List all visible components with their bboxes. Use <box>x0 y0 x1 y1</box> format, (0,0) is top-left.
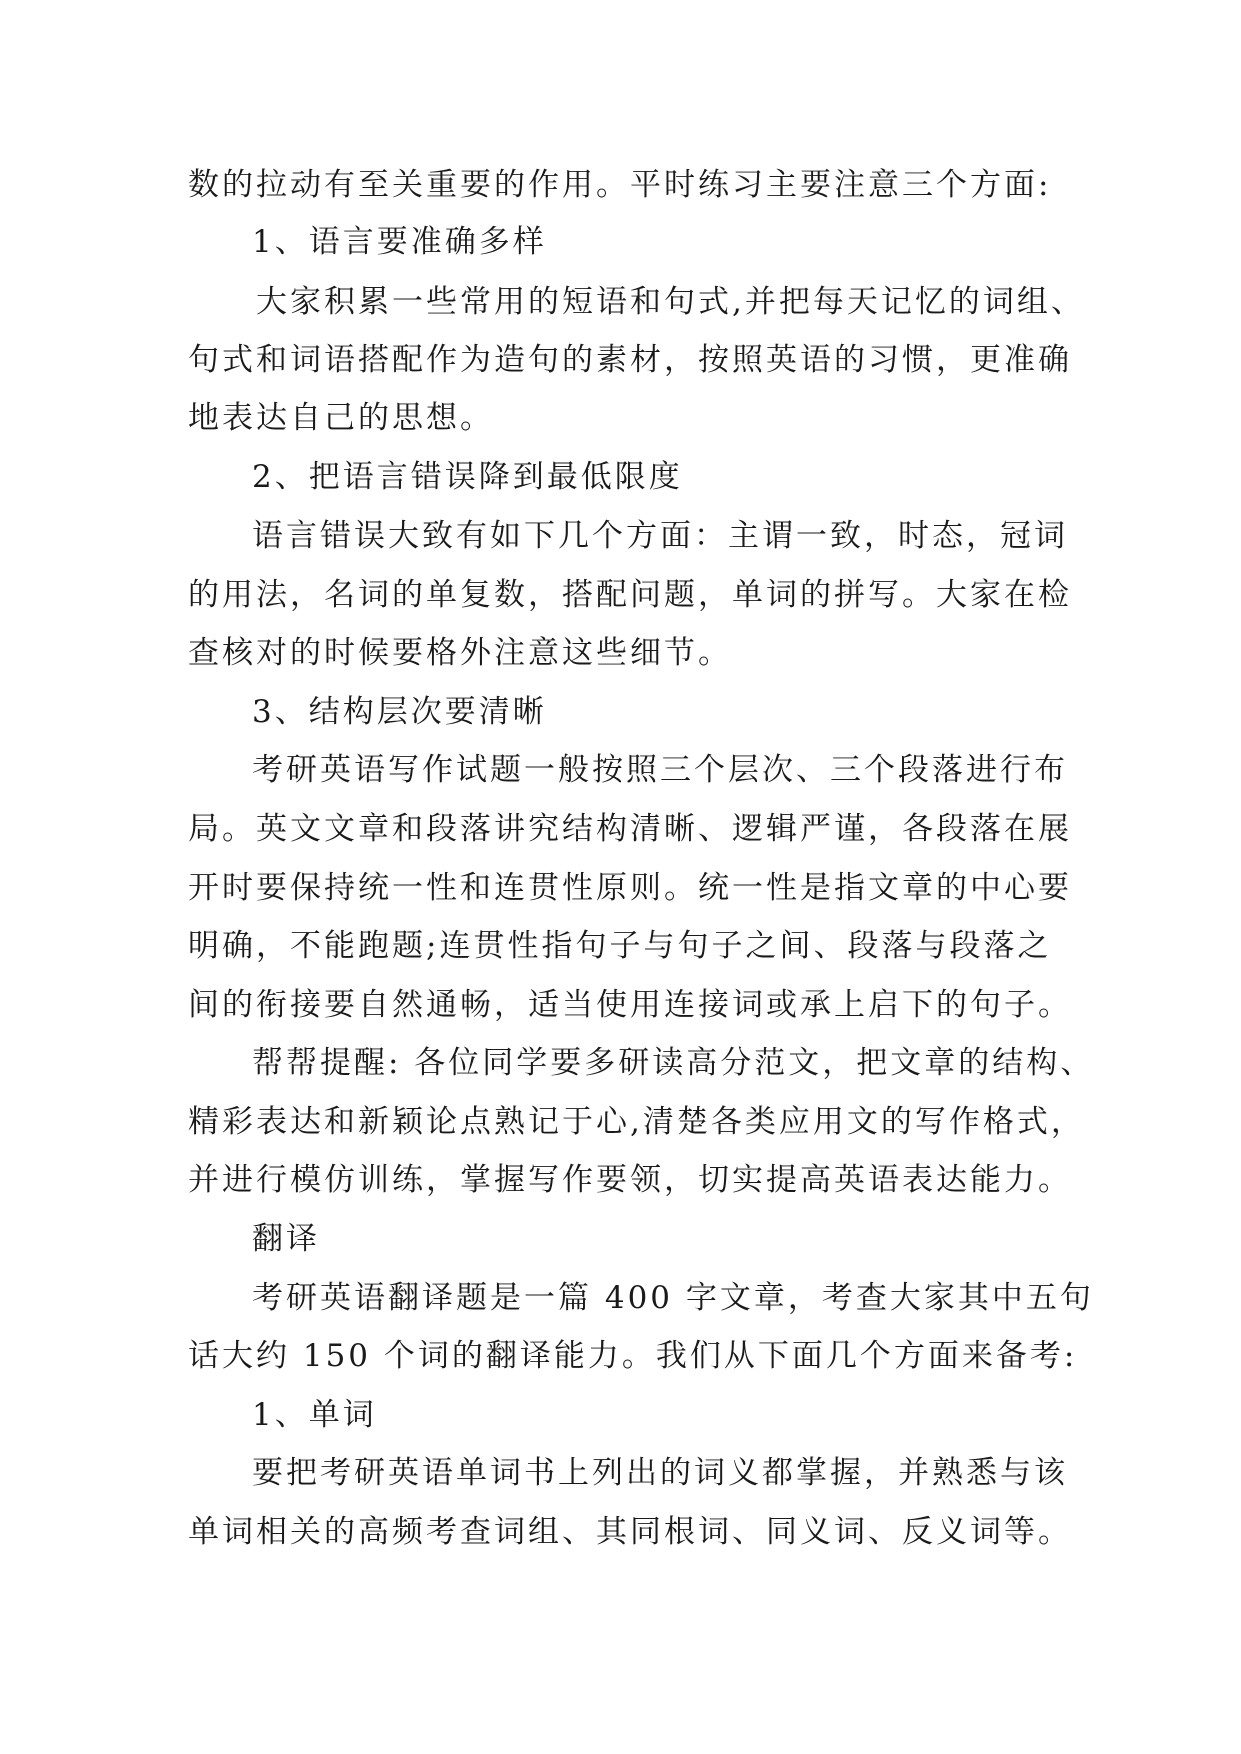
text-line: 翻译 <box>252 1221 320 1257</box>
text-line: 1、语言要准确多样 <box>252 224 547 260</box>
text-line: 的用法，名词的单复数，搭配问题，单词的拼写。大家在检 <box>188 577 1072 613</box>
text-line: 明确，不能跑题;连贯性指句子与句子之间、段落与段落之 <box>188 928 1052 964</box>
text-line: 话大约 150 个词的翻译能力。我们从下面几个方面来备考: <box>188 1338 1078 1374</box>
text-line: 要把考研英语单词书上列出的词义都掌握，并熟悉与该 <box>252 1455 1068 1491</box>
text-line: 大家积累一些常用的短语和句式,并把每天记忆的词组、 <box>256 284 1085 320</box>
text-line: 帮帮提醒: 各位同学要多研读高分范文，把文章的结构、 <box>252 1045 1095 1081</box>
text-line: 地表达自己的思想。 <box>188 400 494 436</box>
text-line: 考研英语翻译题是一篇 400 字文章，考查大家其中五句 <box>252 1280 1094 1316</box>
text-line: 开时要保持统一性和连贯性原则。统一性是指文章的中心要 <box>188 870 1072 906</box>
text-line: 句式和词语搭配作为造句的素材，按照英语的习惯，更准确 <box>188 342 1072 378</box>
text-line: 数的拉动有至关重要的作用。平时练习主要注意三个方面: <box>188 167 1052 203</box>
text-line: 考研英语写作试题一般按照三个层次、三个段落进行布 <box>252 752 1068 788</box>
text-line: 并进行模仿训练，掌握写作要领，切实提高英语表达能力。 <box>188 1162 1072 1198</box>
text-line: 间的衔接要自然通畅，适当使用连接词或承上启下的句子。 <box>188 987 1072 1023</box>
text-line: 精彩表达和新颖论点熟记于心,清楚各类应用文的写作格式， <box>188 1104 1085 1140</box>
text-line: 1、单词 <box>252 1397 377 1433</box>
text-line: 语言错误大致有如下几个方面：主谓一致，时态，冠词 <box>252 518 1068 554</box>
text-line: 查核对的时候要格外注意这些细节。 <box>188 635 732 671</box>
text-line: 单词相关的高频考查词组、其同根词、同义词、反义词等。 <box>188 1514 1072 1550</box>
text-line: 局。英文文章和段落讲究结构清晰、逻辑严谨，各段落在展 <box>188 811 1072 847</box>
text-line: 3、结构层次要清晰 <box>252 694 547 730</box>
text-line: 2、把语言错误降到最低限度 <box>252 459 683 495</box>
